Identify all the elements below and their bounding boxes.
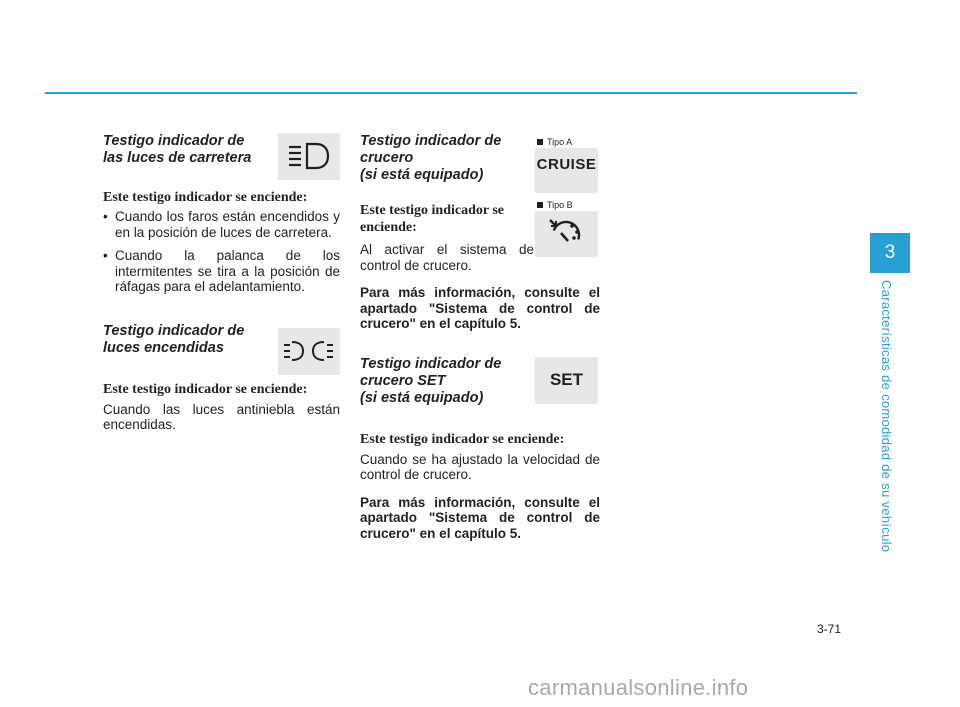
cruise-subheading: Este testigo indicador se enciende: — [360, 203, 505, 235]
cruise-heading-optional: (si está equipado) — [360, 167, 484, 183]
set-icon-box — [535, 357, 598, 404]
cruise-icon-box — [535, 148, 598, 193]
position-lights-text: Cuando las luces antiniebla están encendidas. — [103, 401, 340, 432]
high-beam-bullet-2: • Cuando la palanca de los intermitentes se tira a la posición de ráfagas para el adelantamiento. — [103, 248, 340, 295]
cruise-indicator-text: CRUISE — [536, 156, 597, 173]
square-bullet-icon — [537, 139, 543, 145]
cruise-set-subheading: Este testigo indicador se enciende: — [360, 431, 565, 447]
high-beam-heading: Testigo indicador de las luces de carretera — [103, 133, 252, 166]
cruise-text: Al activar el sistema de control de crucero. — [360, 242, 534, 273]
position-lights-icon-box — [278, 328, 340, 375]
chapter-tab: 3 — [870, 233, 910, 273]
watermark: carmanualsonline.info — [528, 675, 749, 700]
cruise-set-text: Cuando se ha ajustado la velocidad de control de crucero. — [360, 451, 600, 482]
position-lights-heading: Testigo indicador de luces encendidas — [103, 322, 245, 356]
cruise-set-heading: Testigo indicador de crucero SET — [360, 355, 502, 389]
header-rule — [45, 92, 857, 94]
high-beam-icon-box — [278, 133, 340, 180]
high-beam-subheading: Este testigo indicador se enciende: — [103, 190, 308, 205]
cruise-set-more-info: Para más información, consulte el apartado "Sistema de control de crucero" en el capítulo 5. — [360, 494, 600, 541]
fog-light-icon — [278, 328, 340, 375]
right-column — [360, 133, 600, 541]
chapter-title: Características de comodidad de su vehículo — [879, 280, 894, 553]
high-beam-icon — [278, 133, 340, 180]
speedometer-icon — [535, 211, 598, 257]
cruise-more-info: Para más información, consulte el apartado "Sistema de control de crucero" en el capítulo 5. — [360, 285, 600, 331]
position-lights-subheading: Este testigo indicador se enciende: — [103, 381, 308, 397]
square-bullet-icon — [537, 202, 543, 208]
cruise-set-heading-optional: (si está equipado) — [360, 389, 484, 406]
cruise-heading: Testigo indicador de crucero — [360, 133, 502, 166]
type-a-label: Tipo A — [537, 137, 572, 147]
high-beam-bullet-1: • Cuando los faros están encendidos y en la posición de luces de carretera. — [103, 209, 340, 240]
type-b-label: Tipo B — [537, 200, 573, 210]
speedometer-icon-box — [535, 211, 598, 257]
set-indicator-text: SET — [549, 370, 584, 389]
page-number: 3-71 — [817, 622, 842, 636]
